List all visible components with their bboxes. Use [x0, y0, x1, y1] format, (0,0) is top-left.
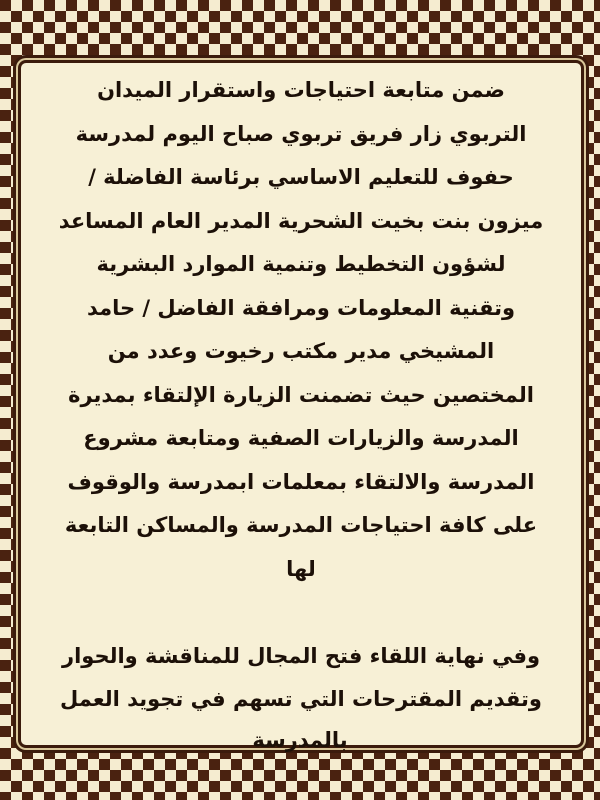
- text-line: التربوي زار فريق تربوي صباح اليوم لمدرسة: [75, 121, 527, 146]
- content-panel: [18, 60, 584, 748]
- text-line: لشؤون التخطيط وتنمية الموارد البشرية: [96, 252, 506, 276]
- text-line: المدرسة والزيارات الصفية ومتابعة مشروع: [83, 426, 519, 450]
- text-line: وتقديم المقترحات التي تسهم في تجويد العمل: [60, 687, 542, 711]
- text-line: المشيخي مدير مكتب رخيوت وعدد من: [107, 339, 495, 363]
- text-line: على كافة احتياجات المدرسة والمساكن التابعة: [64, 513, 538, 537]
- text-line: لها: [286, 556, 316, 581]
- text-line: وفي نهاية اللقاء فتح المجال للمناقشة والحوار: [62, 643, 540, 668]
- text-line: حفوف للتعليم الاساسي برئاسة الفاضلة /: [88, 165, 514, 189]
- text-line: المدرسة والالتقاء بمعلمات ابمدرسة والوقوف: [67, 469, 535, 494]
- article-body: [21, 63, 581, 722]
- trailing-text: بالمدرسة: [252, 728, 348, 752]
- text-line: ميزون بنت بخيت الشحرية المدير العام المساعد: [58, 208, 544, 233]
- blank-line: [31, 591, 571, 635]
- text-line: ضمن متابعة احتياجات واستقرار الميدان: [97, 78, 505, 102]
- text-line: المختصين حيث تضمنت الزيارة الإلتقاء بمديرة: [68, 382, 534, 407]
- text-line: وتقنية المعلومات ومرافقة الفاضل / حامد: [86, 295, 516, 320]
